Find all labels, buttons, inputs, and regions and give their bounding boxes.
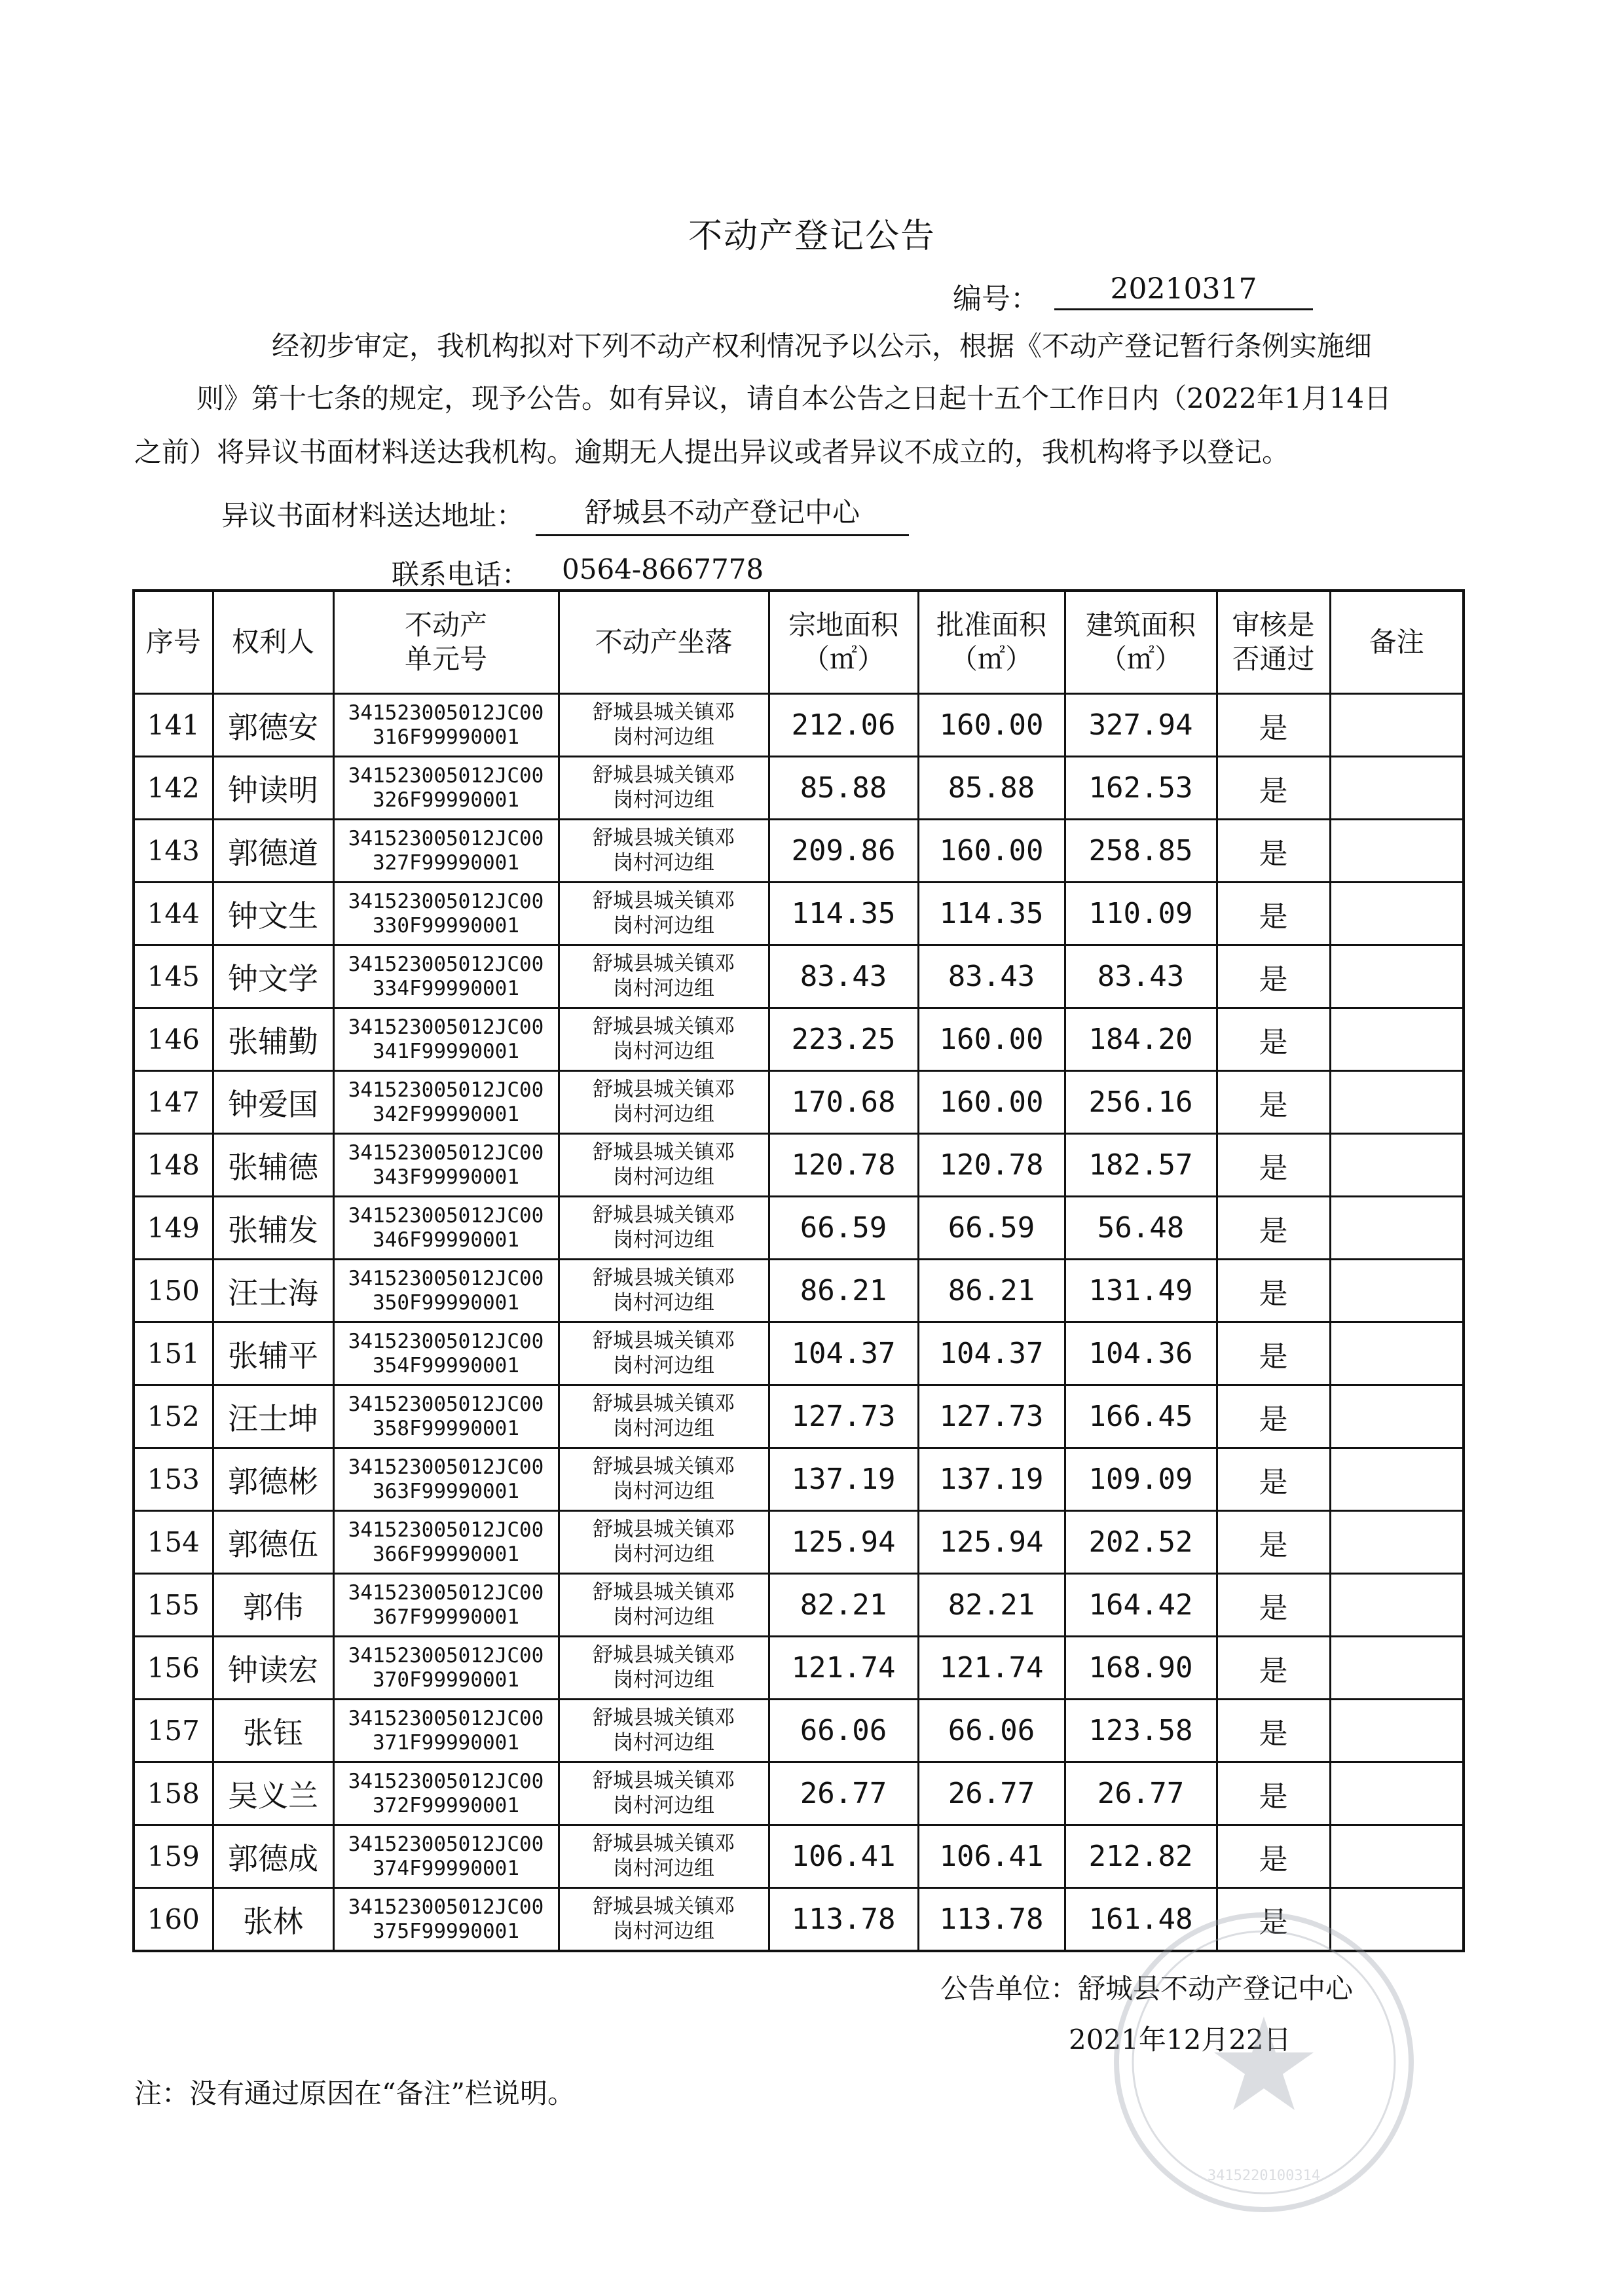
row-unit-number: 341523005012JC00 346F99990001 bbox=[333, 1197, 559, 1260]
row-parcel-area: 82.21 bbox=[769, 1574, 918, 1637]
row-review-passed: 是 bbox=[1217, 1762, 1330, 1825]
table-row bbox=[134, 1197, 1464, 1260]
row-location: 舒城县城关镇邓 岗村河边组 bbox=[559, 1385, 769, 1448]
row-location: 舒城县城关镇邓 岗村河边组 bbox=[559, 757, 769, 820]
row-building-area: 202.52 bbox=[1065, 1511, 1217, 1574]
table-row bbox=[134, 1637, 1464, 1700]
row-index: 158 bbox=[134, 1762, 213, 1825]
row-review-passed: 是 bbox=[1217, 1385, 1330, 1448]
footnote: 注：没有通过原因在“备注”栏说明。 bbox=[134, 2077, 575, 2109]
row-approved-area: 82.21 bbox=[918, 1574, 1065, 1637]
row-index: 156 bbox=[134, 1637, 213, 1700]
row-location: 舒城县城关镇邓 岗村河边组 bbox=[559, 1134, 769, 1197]
row-building-area: 164.42 bbox=[1065, 1574, 1217, 1637]
row-index: 141 bbox=[134, 694, 213, 757]
notice-paragraph-line-2: 则》第十七条的规定，现予公告。如有异议，请自本公告之日起十五个工作日内（2022年1月14日 bbox=[196, 382, 1392, 414]
table-row bbox=[134, 757, 1464, 820]
table-row bbox=[134, 1385, 1464, 1448]
row-building-area: 184.20 bbox=[1065, 1008, 1217, 1071]
row-approved-area: 127.73 bbox=[918, 1385, 1065, 1448]
row-remarks bbox=[1330, 1574, 1464, 1637]
table-header-row bbox=[134, 591, 1464, 694]
table-row bbox=[134, 883, 1464, 945]
registration-table bbox=[132, 589, 1465, 1952]
row-owner: 郭德安 bbox=[213, 694, 333, 757]
row-remarks bbox=[1330, 1700, 1464, 1762]
row-location: 舒城县城关镇邓 岗村河边组 bbox=[559, 1448, 769, 1511]
row-building-area: 26.77 bbox=[1065, 1762, 1217, 1825]
row-building-area: 166.45 bbox=[1065, 1385, 1217, 1448]
row-unit-number: 341523005012JC00 366F99990001 bbox=[333, 1511, 559, 1574]
row-building-area: 123.58 bbox=[1065, 1700, 1217, 1762]
row-unit-number: 341523005012JC00 341F99990001 bbox=[333, 1008, 559, 1071]
row-unit-number: 341523005012JC00 350F99990001 bbox=[333, 1260, 559, 1322]
row-review-passed: 是 bbox=[1217, 1260, 1330, 1322]
row-remarks bbox=[1330, 757, 1464, 820]
row-review-passed: 是 bbox=[1217, 1134, 1330, 1197]
row-index: 145 bbox=[134, 945, 213, 1008]
row-unit-number: 341523005012JC00 371F99990001 bbox=[333, 1700, 559, 1762]
row-index: 146 bbox=[134, 1008, 213, 1071]
row-location: 舒城县城关镇邓 岗村河边组 bbox=[559, 1260, 769, 1322]
row-approved-area: 125.94 bbox=[918, 1511, 1065, 1574]
row-building-area: 182.57 bbox=[1065, 1134, 1217, 1197]
row-parcel-area: 66.06 bbox=[769, 1700, 918, 1762]
header-review-passed: 审核是 否通过 bbox=[1217, 591, 1330, 694]
header-approved-area: 批准面积 （㎡） bbox=[918, 591, 1065, 694]
row-parcel-area: 209.86 bbox=[769, 820, 918, 883]
serial-number: 20210317 bbox=[1054, 272, 1313, 310]
row-review-passed: 是 bbox=[1217, 883, 1330, 945]
row-approved-area: 106.41 bbox=[918, 1825, 1065, 1888]
row-parcel-area: 137.19 bbox=[769, 1448, 918, 1511]
row-remarks bbox=[1330, 1448, 1464, 1511]
row-review-passed: 是 bbox=[1217, 1448, 1330, 1511]
row-remarks bbox=[1330, 1825, 1464, 1888]
seal-code: 3415220100314 bbox=[1207, 2168, 1321, 2184]
row-location: 舒城县城关镇邓 岗村河边组 bbox=[559, 1322, 769, 1385]
row-remarks bbox=[1330, 1637, 1464, 1700]
row-remarks bbox=[1330, 820, 1464, 883]
row-owner: 钟读宏 bbox=[213, 1637, 333, 1700]
row-index: 153 bbox=[134, 1448, 213, 1511]
row-index: 150 bbox=[134, 1260, 213, 1322]
table-row bbox=[134, 694, 1464, 757]
row-approved-area: 26.77 bbox=[918, 1762, 1065, 1825]
row-owner: 张辅发 bbox=[213, 1197, 333, 1260]
row-owner: 钟爱国 bbox=[213, 1071, 333, 1134]
row-unit-number: 341523005012JC00 374F99990001 bbox=[333, 1825, 559, 1888]
row-unit-number: 341523005012JC00 326F99990001 bbox=[333, 757, 559, 820]
row-remarks bbox=[1330, 694, 1464, 757]
row-building-area: 56.48 bbox=[1065, 1197, 1217, 1260]
table-row bbox=[134, 1762, 1464, 1825]
row-unit-number: 341523005012JC00 316F99990001 bbox=[333, 694, 559, 757]
row-unit-number: 341523005012JC00 370F99990001 bbox=[333, 1637, 559, 1700]
header-remarks: 备注 bbox=[1330, 591, 1464, 694]
row-review-passed: 是 bbox=[1217, 1825, 1330, 1888]
table-row bbox=[134, 1008, 1464, 1071]
table-row bbox=[134, 1260, 1464, 1322]
row-unit-number: 341523005012JC00 334F99990001 bbox=[333, 945, 559, 1008]
serial-label: 编号： bbox=[953, 282, 1039, 316]
row-parcel-area: 83.43 bbox=[769, 945, 918, 1008]
row-index: 160 bbox=[134, 1888, 213, 1952]
row-unit-number: 341523005012JC00 358F99990001 bbox=[333, 1385, 559, 1448]
row-location: 舒城县城关镇邓 岗村河边组 bbox=[559, 1637, 769, 1700]
row-remarks bbox=[1330, 1008, 1464, 1071]
row-index: 142 bbox=[134, 757, 213, 820]
row-owner: 郭德彬 bbox=[213, 1448, 333, 1511]
row-building-area: 212.82 bbox=[1065, 1825, 1217, 1888]
row-location: 舒城县城关镇邓 岗村河边组 bbox=[559, 883, 769, 945]
issuing-unit: 公告单位：舒城县不动产登记中心 bbox=[940, 1973, 1354, 2005]
header-index: 序号 bbox=[134, 591, 213, 694]
header-owner: 权利人 bbox=[213, 591, 333, 694]
row-index: 143 bbox=[134, 820, 213, 883]
row-owner: 吴义兰 bbox=[213, 1762, 333, 1825]
row-parcel-area: 121.74 bbox=[769, 1637, 918, 1700]
seal-star bbox=[1214, 2016, 1314, 2110]
row-building-area: 109.09 bbox=[1065, 1448, 1217, 1511]
row-approved-area: 85.88 bbox=[918, 757, 1065, 820]
row-approved-area: 160.00 bbox=[918, 694, 1065, 757]
row-parcel-area: 113.78 bbox=[769, 1888, 918, 1952]
row-owner: 郭德伍 bbox=[213, 1511, 333, 1574]
table-row bbox=[134, 1574, 1464, 1637]
row-approved-area: 160.00 bbox=[918, 1071, 1065, 1134]
row-parcel-area: 127.73 bbox=[769, 1385, 918, 1448]
address-label: 异议书面材料送达地址： bbox=[221, 500, 525, 532]
row-remarks bbox=[1330, 1385, 1464, 1448]
row-review-passed: 是 bbox=[1217, 945, 1330, 1008]
row-owner: 张辅德 bbox=[213, 1134, 333, 1197]
row-unit-number: 341523005012JC00 330F99990001 bbox=[333, 883, 559, 945]
row-parcel-area: 114.35 bbox=[769, 883, 918, 945]
row-approved-area: 160.00 bbox=[918, 1008, 1065, 1071]
issue-date: 2021年12月22日 bbox=[1069, 2024, 1291, 2056]
header-location: 不动产坐落 bbox=[559, 591, 769, 694]
header-unit-number: 不动产 单元号 bbox=[333, 591, 559, 694]
row-remarks bbox=[1330, 1762, 1464, 1825]
row-remarks bbox=[1330, 1134, 1464, 1197]
row-building-area: 258.85 bbox=[1065, 820, 1217, 883]
table-row bbox=[134, 945, 1464, 1008]
row-remarks bbox=[1330, 883, 1464, 945]
row-remarks bbox=[1330, 1322, 1464, 1385]
table-row bbox=[134, 1511, 1464, 1574]
row-index: 144 bbox=[134, 883, 213, 945]
row-building-area: 131.49 bbox=[1065, 1260, 1217, 1322]
row-building-area: 104.36 bbox=[1065, 1322, 1217, 1385]
row-owner: 郭德成 bbox=[213, 1825, 333, 1888]
table-row bbox=[134, 1071, 1464, 1134]
row-building-area: 83.43 bbox=[1065, 945, 1217, 1008]
row-location: 舒城县城关镇邓 岗村河边组 bbox=[559, 1888, 769, 1952]
row-owner: 钟文生 bbox=[213, 883, 333, 945]
row-location: 舒城县城关镇邓 岗村河边组 bbox=[559, 1762, 769, 1825]
row-owner: 汪士海 bbox=[213, 1260, 333, 1322]
row-parcel-area: 26.77 bbox=[769, 1762, 918, 1825]
row-parcel-area: 212.06 bbox=[769, 694, 918, 757]
row-parcel-area: 120.78 bbox=[769, 1134, 918, 1197]
row-approved-area: 83.43 bbox=[918, 945, 1065, 1008]
row-unit-number: 341523005012JC00 327F99990001 bbox=[333, 820, 559, 883]
row-index: 147 bbox=[134, 1071, 213, 1134]
row-approved-area: 137.19 bbox=[918, 1448, 1065, 1511]
row-building-area: 161.48 bbox=[1065, 1888, 1217, 1952]
row-review-passed: 是 bbox=[1217, 1574, 1330, 1637]
row-parcel-area: 85.88 bbox=[769, 757, 918, 820]
phone-label: 联系电话： bbox=[392, 558, 530, 591]
table-row bbox=[134, 1700, 1464, 1762]
row-unit-number: 341523005012JC00 367F99990001 bbox=[333, 1574, 559, 1637]
row-review-passed: 是 bbox=[1217, 694, 1330, 757]
row-index: 154 bbox=[134, 1511, 213, 1574]
row-index: 152 bbox=[134, 1385, 213, 1448]
row-location: 舒城县城关镇邓 岗村河边组 bbox=[559, 820, 769, 883]
row-owner: 张辅平 bbox=[213, 1322, 333, 1385]
row-approved-area: 114.35 bbox=[918, 883, 1065, 945]
address-value: 舒城县不动产登记中心 bbox=[536, 491, 909, 536]
row-building-area: 162.53 bbox=[1065, 757, 1217, 820]
row-parcel-area: 106.41 bbox=[769, 1825, 918, 1888]
row-review-passed: 是 bbox=[1217, 1637, 1330, 1700]
row-parcel-area: 125.94 bbox=[769, 1511, 918, 1574]
row-review-passed: 是 bbox=[1217, 1071, 1330, 1134]
table-row bbox=[134, 1448, 1464, 1511]
row-parcel-area: 104.37 bbox=[769, 1322, 918, 1385]
page-title: 不动产登记公告 bbox=[688, 217, 936, 256]
row-parcel-area: 86.21 bbox=[769, 1260, 918, 1322]
row-remarks bbox=[1330, 1071, 1464, 1134]
row-building-area: 110.09 bbox=[1065, 883, 1217, 945]
header-building-area: 建筑面积 （㎡） bbox=[1065, 591, 1217, 694]
table-row bbox=[134, 820, 1464, 883]
table-row bbox=[134, 1825, 1464, 1888]
table-row bbox=[134, 1134, 1464, 1197]
header-parcel-area: 宗地面积 （㎡） bbox=[769, 591, 918, 694]
row-approved-area: 66.06 bbox=[918, 1700, 1065, 1762]
row-remarks bbox=[1330, 1260, 1464, 1322]
row-location: 舒城县城关镇邓 岗村河边组 bbox=[559, 1071, 769, 1134]
row-review-passed: 是 bbox=[1217, 1322, 1330, 1385]
row-approved-area: 160.00 bbox=[918, 820, 1065, 883]
row-unit-number: 341523005012JC00 343F99990001 bbox=[333, 1134, 559, 1197]
row-owner: 郭伟 bbox=[213, 1574, 333, 1637]
row-review-passed: 是 bbox=[1217, 1008, 1330, 1071]
row-owner: 张林 bbox=[213, 1888, 333, 1952]
table-row bbox=[134, 1322, 1464, 1385]
row-review-passed: 是 bbox=[1217, 1511, 1330, 1574]
row-location: 舒城县城关镇邓 岗村河边组 bbox=[559, 1511, 769, 1574]
row-location: 舒城县城关镇邓 岗村河边组 bbox=[559, 1825, 769, 1888]
notice-paragraph-line-1: 经初步审定，我机构拟对下列不动产权利情况予以公示，根据《不动产登记暂行条例实施细 bbox=[272, 330, 1373, 362]
row-index: 149 bbox=[134, 1197, 213, 1260]
row-location: 舒城县城关镇邓 岗村河边组 bbox=[559, 1008, 769, 1071]
row-owner: 汪士坤 bbox=[213, 1385, 333, 1448]
row-index: 151 bbox=[134, 1322, 213, 1385]
row-parcel-area: 223.25 bbox=[769, 1008, 918, 1071]
row-index: 155 bbox=[134, 1574, 213, 1637]
row-location: 舒城县城关镇邓 岗村河边组 bbox=[559, 1574, 769, 1637]
row-review-passed: 是 bbox=[1217, 1700, 1330, 1762]
row-building-area: 168.90 bbox=[1065, 1637, 1217, 1700]
official-seal-icon bbox=[1107, 1905, 1421, 2219]
row-location: 舒城县城关镇邓 岗村河边组 bbox=[559, 1700, 769, 1762]
row-review-passed: 是 bbox=[1217, 1888, 1330, 1952]
row-remarks bbox=[1330, 945, 1464, 1008]
row-remarks bbox=[1330, 1511, 1464, 1574]
row-location: 舒城县城关镇邓 岗村河边组 bbox=[559, 694, 769, 757]
row-review-passed: 是 bbox=[1217, 1197, 1330, 1260]
phone-value: 0564-8667778 bbox=[562, 553, 764, 585]
row-approved-area: 86.21 bbox=[918, 1260, 1065, 1322]
row-owner: 钟读明 bbox=[213, 757, 333, 820]
row-approved-area: 66.59 bbox=[918, 1197, 1065, 1260]
row-approved-area: 120.78 bbox=[918, 1134, 1065, 1197]
row-location: 舒城县城关镇邓 岗村河边组 bbox=[559, 945, 769, 1008]
row-approved-area: 113.78 bbox=[918, 1888, 1065, 1952]
row-index: 148 bbox=[134, 1134, 213, 1197]
row-approved-area: 104.37 bbox=[918, 1322, 1065, 1385]
row-owner: 钟文学 bbox=[213, 945, 333, 1008]
row-remarks bbox=[1330, 1197, 1464, 1260]
row-review-passed: 是 bbox=[1217, 820, 1330, 883]
row-unit-number: 341523005012JC00 354F99990001 bbox=[333, 1322, 559, 1385]
row-review-passed: 是 bbox=[1217, 757, 1330, 820]
row-owner: 郭德道 bbox=[213, 820, 333, 883]
row-building-area: 327.94 bbox=[1065, 694, 1217, 757]
row-unit-number: 341523005012JC00 375F99990001 bbox=[333, 1888, 559, 1952]
row-building-area: 256.16 bbox=[1065, 1071, 1217, 1134]
row-parcel-area: 170.68 bbox=[769, 1071, 918, 1134]
row-owner: 张钰 bbox=[213, 1700, 333, 1762]
row-unit-number: 341523005012JC00 363F99990001 bbox=[333, 1448, 559, 1511]
row-approved-area: 121.74 bbox=[918, 1637, 1065, 1700]
notice-paragraph-line-3: 之前）将异议书面材料送达我机构。逾期无人提出异议或者异议不成立的，我机构将予以登记。 bbox=[134, 436, 1290, 468]
row-parcel-area: 66.59 bbox=[769, 1197, 918, 1260]
row-location: 舒城县城关镇邓 岗村河边组 bbox=[559, 1197, 769, 1260]
row-unit-number: 341523005012JC00 342F99990001 bbox=[333, 1071, 559, 1134]
row-unit-number: 341523005012JC00 372F99990001 bbox=[333, 1762, 559, 1825]
row-index: 159 bbox=[134, 1825, 213, 1888]
row-index: 157 bbox=[134, 1700, 213, 1762]
row-owner: 张辅勤 bbox=[213, 1008, 333, 1071]
